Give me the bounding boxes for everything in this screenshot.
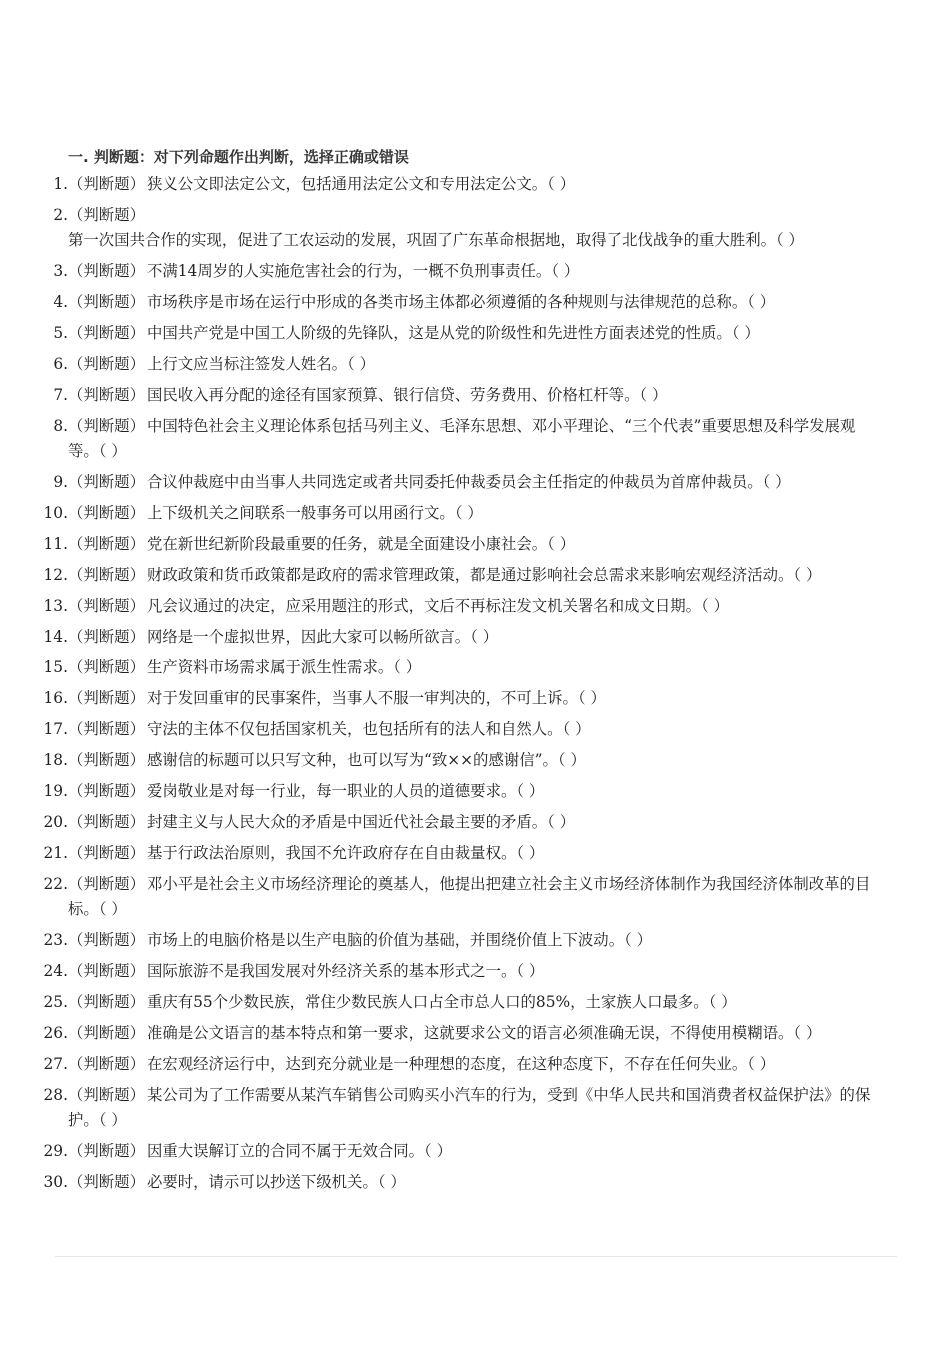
question-number: 16. [43, 689, 68, 708]
question-type-tag: （判断题） [68, 1054, 145, 1073]
question-text: 不满14周岁的人实施危害社会的行为，一概不负刑事责任。（ ） [146, 262, 580, 281]
question-item [0, 1052, 950, 1078]
question-text: 基于行政法治原则，我国不允许政府存在自由裁量权。（ ） [146, 843, 545, 862]
question-item [0, 321, 950, 347]
question-text: 国民收入再分配的途径有国家预算、银行信贷、劳务费用、价格杠杆等。（ ） [146, 385, 668, 404]
question-type-tag: （判断题） [68, 175, 145, 193]
question-item [0, 990, 950, 1016]
question-text: 某公司为了工作需要从某汽车销售公司购买小汽车的行为，受到《中华人民共和国消费者权益保护法》的保护。（ ） [68, 1085, 871, 1130]
question-text: 准确是公文语言的基本特点和第一要求，这就要求公文的语言必须准确无误，不得使用模糊语。（ ） [146, 1023, 822, 1042]
question-number: 18. [43, 751, 68, 770]
question-list [0, 172, 950, 1201]
question-text: 网络是一个虚拟世界，因此大家可以畅所欲言。（ ） [146, 627, 499, 646]
question-type-tag: （判断题） [68, 992, 145, 1011]
question-type-tag: （判断题） [68, 812, 145, 831]
question-text: 狭义公文即法定公文，包括通用法定公文和专用法定公文。（ ） [146, 175, 576, 193]
question-text: 市场秩序是市场在运行中形成的各类市场主体都必须遵循的各种规则与法律规范的总称。（ ） [146, 293, 776, 312]
question-item [0, 841, 950, 867]
question-type-tag: （判断题） [68, 565, 145, 584]
question-number: 23. [43, 931, 68, 950]
question-type-tag: （判断题） [68, 961, 145, 980]
question-number: 27. [43, 1054, 68, 1073]
question-number: 22. [43, 874, 68, 893]
question-text: 国际旅游不是我国发展对外经济关系的基本形式之一。（ ） [146, 961, 545, 980]
question-item [0, 414, 950, 465]
question-text: 封建主义与人民大众的矛盾是中国近代社会最主要的矛盾。（ ） [146, 812, 576, 831]
question-text: 重庆有55个少数民族，常住少数民族人口占全市总人口的85%，土家族人口最多。（ ） [146, 992, 737, 1011]
question-item [0, 172, 950, 198]
question-number: 24. [43, 961, 68, 980]
question-number: 20. [43, 812, 68, 831]
question-number: 14. [43, 627, 68, 646]
question-number: 11. [43, 534, 68, 553]
question-type-tag: （判断题） [68, 931, 145, 950]
question-number: 8. [53, 416, 68, 435]
question-type-tag: （判断题） [68, 658, 145, 677]
question-number: 13. [43, 596, 68, 615]
question-type-tag: （判断题） [68, 1023, 145, 1042]
question-text: 守法的主体不仅包括国家机关，也包括所有的法人和自然人。（ ） [146, 720, 591, 739]
question-text: 上下级机关之间联系一般事务可以用函行文。（ ） [146, 504, 483, 523]
question-type-tag: （判断题） [68, 354, 145, 373]
question-item [0, 383, 950, 409]
question-type-tag: （判断题） [68, 262, 145, 281]
question-number: 2. [53, 205, 68, 224]
question-type-tag: （判断题） [68, 689, 145, 708]
question-item [0, 501, 950, 527]
question-type-tag: （判断题） [68, 1141, 145, 1160]
question-text: 中国共产党是中国工人阶级的先锋队，这是从党的阶级性和先进性方面表述党的性质。（ ） [146, 324, 760, 343]
question-type-tag: （判断题） [68, 205, 145, 224]
question-text: 中国特色社会主义理论体系包括马列主义、毛泽东思想、邓小平理论、“三个代表”重要思想及科学发展观等。（ ） [68, 416, 856, 461]
question-text: 对于发回重审的民事案件，当事人不服一审判决的，不可上诉。（ ） [146, 689, 606, 708]
question-item [0, 928, 950, 954]
question-text: 市场上的电脑价格是以生产电脑的价值为基础，并围绕价值上下波动。（ ） [146, 931, 653, 950]
question-item [0, 1139, 950, 1165]
question-text: 生产资料市场需求属于派生性需求。（ ） [146, 658, 422, 677]
question-type-tag: （判断题） [68, 473, 145, 492]
question-text: 邓小平是社会主义市场经济理论的奠基人，他提出把建立社会主义市场经济体制作为我国经济体制改革的目标。（ ） [68, 874, 871, 919]
question-number: 4. [53, 293, 68, 312]
question-text: 上行文应当标注签发人姓名。（ ） [146, 354, 376, 373]
question-item [0, 532, 950, 558]
question-text: 党在新世纪新阶段最重要的任务，就是全面建设小康社会。（ ） [146, 534, 576, 553]
footer-divider [55, 1256, 897, 1257]
question-number: 25. [43, 992, 68, 1011]
question-item [0, 625, 950, 651]
question-item [0, 872, 950, 923]
question-type-tag: （判断题） [68, 1085, 145, 1104]
question-item [0, 594, 950, 620]
question-number: 5. [53, 324, 68, 343]
question-item [0, 1021, 950, 1047]
question-number: 9. [53, 473, 68, 492]
question-item [0, 259, 950, 285]
question-number: 3. [53, 262, 68, 281]
question-item [0, 563, 950, 589]
question-item [0, 655, 950, 681]
question-text: 感谢信的标题可以只写文种，也可以写为“致××的感谢信”。（ ） [146, 751, 586, 770]
question-type-tag: （判断题） [68, 504, 145, 523]
question-item [0, 470, 950, 496]
question-item [0, 717, 950, 743]
question-number: 7. [53, 385, 68, 404]
question-number: 26. [43, 1023, 68, 1042]
question-item [0, 748, 950, 774]
question-type-tag: （判断题） [68, 385, 145, 404]
question-number: 21. [43, 843, 68, 862]
question-type-tag: （判断题） [68, 416, 145, 435]
question-text: 第一次国共合作的实现，促进了工农运动的发展，巩固了广东革命根据地，取得了北伐战争的重大胜利。（ ） [68, 231, 804, 250]
question-item [0, 290, 950, 316]
question-item [0, 779, 950, 805]
question-number: 6. [53, 354, 68, 373]
question-item [0, 686, 950, 712]
question-text: 因重大误解订立的合同不属于无效合同。（ ） [146, 1141, 452, 1160]
question-number: 10. [43, 504, 68, 523]
question-type-tag: （判断题） [68, 324, 145, 343]
question-number: 19. [43, 782, 68, 801]
question-type-tag: （判断题） [68, 843, 145, 862]
question-text: 财政政策和货币政策都是政府的需求管理政策，都是通过影响社会总需求来影响宏观经济活动。（ ） [146, 565, 822, 584]
question-number: 12. [43, 565, 68, 584]
question-number: 29. [43, 1141, 68, 1160]
question-item [0, 810, 950, 836]
question-type-tag: （判断题） [68, 534, 145, 553]
question-text: 爱岗敬业是对每一行业，每一职业的人员的道德要求。（ ） [146, 782, 545, 801]
question-type-tag: （判断题） [68, 720, 145, 739]
question-item [0, 1170, 950, 1196]
question-item [0, 203, 950, 254]
question-type-tag: （判断题） [68, 782, 145, 801]
question-type-tag: （判断题） [68, 596, 145, 615]
question-text: 必要时，请示可以抄送下级机关。（ ） [146, 1172, 406, 1191]
section-heading: 一. 判断题：对下列命题作出判断，选择正确或错误 [68, 148, 409, 166]
question-item [0, 959, 950, 985]
question-type-tag: （判断题） [68, 751, 145, 770]
question-text: 在宏观经济运行中，达到充分就业是一种理想的态度，在这种态度下，不存在任何失业。（ ） [146, 1054, 776, 1073]
question-text: 凡会议通过的决定，应采用题注的形式，文后不再标注发文机关署名和成文日期。（ ） [146, 596, 730, 615]
question-number: 30. [43, 1172, 68, 1191]
question-text: 合议仲裁庭中由当事人共同选定或者共同委托仲裁委员会主任指定的仲裁员为首席仲裁员。（ ） [146, 473, 791, 492]
question-item [0, 1083, 950, 1134]
question-number: 28. [43, 1085, 68, 1104]
question-type-tag: （判断题） [68, 293, 145, 312]
question-number: 1. [53, 175, 68, 193]
question-type-tag: （判断题） [68, 874, 145, 893]
question-type-tag: （判断题） [68, 627, 145, 646]
question-item [0, 352, 950, 378]
question-number: 17. [43, 720, 68, 739]
question-number: 15. [43, 658, 68, 677]
question-type-tag: （判断题） [68, 1172, 145, 1191]
